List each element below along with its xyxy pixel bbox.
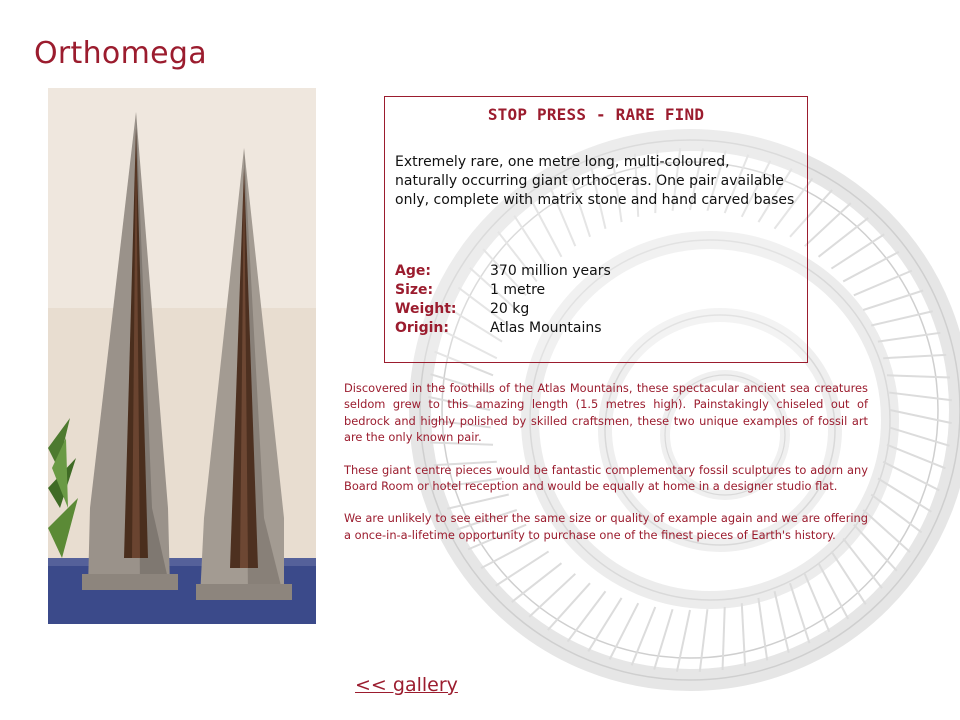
body-paragraph: Discovered in the foothills of the Atlas Mountains, these spectacular ancient sea creatures seldom grew to this amazing length (1.5 metres high). Painstakingly chiseled out of bedrock and highly polished by skilled craftsmen, these two unique examples of fossil art are the only known pair.	[344, 381, 868, 445]
stop-press-description: Extremely rare, one metre long, multi-coloured, naturally occurring giant orthoceras. One pair available only, complete with matrix stone and hand carved bases	[395, 154, 795, 208]
spec-row-size	[395, 281, 611, 300]
spec-label: Origin:	[395, 320, 449, 336]
spec-label: Age:	[395, 263, 431, 279]
spec-row-age	[395, 262, 611, 281]
spec-label: Size:	[395, 282, 434, 298]
gallery-back-link[interactable]: << gallery	[355, 674, 458, 696]
description-body	[344, 380, 868, 559]
page-title: Orthomega	[34, 36, 207, 71]
stop-press-box	[384, 96, 808, 363]
spec-value: 20 kg	[490, 301, 530, 317]
spec-value: Atlas Mountains	[490, 320, 602, 336]
spec-label: Weight:	[395, 301, 457, 317]
orthoceras-pair-photo-icon	[48, 88, 316, 624]
body-paragraph: We are unlikely to see either the same size or quality of example again and we are offering a once-in-a-lifetime opportunity to purchase one of the finest pieces of Earth's history.	[344, 511, 868, 542]
spec-value: 370 million years	[490, 263, 611, 279]
spec-value: 1 metre	[490, 282, 546, 298]
spec-list	[395, 262, 611, 338]
spec-row-origin	[395, 319, 611, 338]
stop-press-heading: STOP PRESS - RARE FIND	[487, 105, 705, 124]
body-paragraph: These giant centre pieces would be fantastic complementary fossil sculptures to adorn any Board Room or hotel reception and would be equally at home in a designer studio flat.	[344, 462, 868, 494]
spec-row-weight	[395, 300, 611, 319]
